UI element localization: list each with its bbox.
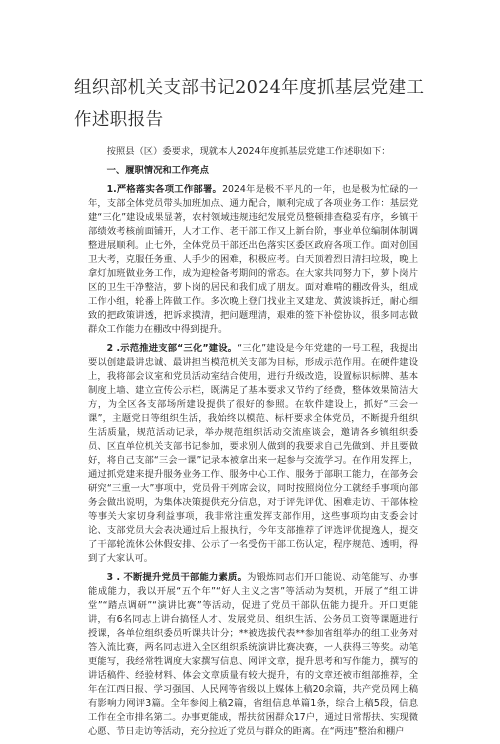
paragraph-1-body: 2024年是极不平凡的一年，也是极为忙碌的一年，支部全体党员带头加班加点、通力配合，顺利完成了各项业务工作：基层党建“三化”建设成果显著，农村领域违规违纪发展党员整顿排查稳妥有序，乡镇干部绩效考核前面铺开，人才工作、老干部工作又上新台阶，事业单位编制体制调整进展顺利。止七外，全体党员干部还出色落实区委区政府各项工作。面对创国卫大考，克服任务重、人手少的困难，积极应考。白天顶着烈日清扫垃圾，晚上拿灯加班做业务工作，成为迎检备考期间的常态。在大家共同努力下，萝卜岗片区的卫生干净整洁，萝卜岗的居民和我们成了朋友。面对难啃的棚改骨头，组成工作小组，轮番上阵做工作。多次晚上登门找业主叉建龙、黄波谈拆迁，耐心细致的把政策讲透，把诉求摸清，把问题理清，艰难的签下补偿协议，很多同志做群众工作能力在棚改中得到提升。 <box>88 184 418 335</box>
document-body <box>88 145 418 744</box>
paragraph-2-body: “三化”建设是今年党建的一号工程，我提出要以创建最讲忠诚、最讲担当模范机关支部为目标，形成示范作用。在硬件建设上，我将部会议室和党员活动室结合使用，进行升级改造，设置标识标牌、基本制度上墙、建立宣传公示栏，既满足了基本要求又节约了经费，整体效果简洁大方，为全区各支部场所建设提供了很好的参照。在软件建设上，抓好“三会一课”，主题党日等组织生活，我始终以模范、标杆要求全体党员，不断提升组织生活质量，规范活动记录，举办规范组织活动交流座谈会，邀请各乡镇组织委员、区直单位机关支部书记参加，要求别人做到的我要求自己先做到、并且要做好，将自己支部“三会一课”记录本被拿出来一起参与交流学习。在作用发挥上，通过抓党建来提升服务业务工作、服务中心工作、服务于部职工能力，在部务会研究“三重一大”事项中，党员骨干列席会议，同时按照岗位分工就经手事项向部务会做出说明，为集体决策提供充分信息，对于评先评优、困难走访、干部体检等事关大家切身利益事项，我非常注重发挥支部作用，这些事项均由支委会讨论、支部党员大会表决通过后上报执行，今年支部推荐了评选评优提逸人，提交了干部轮流休公休假安排、公示了一名受伤干部工伤认定，程序规范、透明，得到了大家认可。 <box>88 343 418 564</box>
paragraph-3-lead: 3 . 不断提升党员干部能力素质。 <box>106 572 248 583</box>
page-title: 组织部机关支部书记2024年度抓基层党建工作述职报告 <box>74 78 425 130</box>
paragraph-3-body: 为锻炼同志们开口能说、动笔能写、办事能成能力，我以开展“五个年”“好人主义之害”等活动为契机，开展了“组工讲堂”“踏点调研”“演讲比赛”等活动，促进了党员干部队伍能力提升。开口更能讲，有6名同志上讲台搞怪人才、发展党员、组织生活、公务员工资等课题进行授课，各单位组织委员听课共计分；**被选拔代表**参加省组举办的组工业务对答入流比赛，两名同志进入全区组织系统演讲比赛决赛，一人获得三等奖。动笔更能写，我经常牲调度大家撰写信息、网评文章，提升思考和写作能力，撰写的讲话稿件、经验材料、体会文章质量有较大提升，有的文章还被市组部推荐，全年在江西日报、学习强国、人民网等省级以上媒体上稿20余篇，共产党员网上稿有影响力网评3篇。全年参阅上稿2篇，省组信息单篇1条，综合上稿5段，信息工作在全市排名第二。办事更能成，帮扶贫困群众17户，通过日常帮扶、实现微心愿、节日走访等活动，充分拉近了党员与群众的距离。在“两违”整治和棚户 <box>88 572 418 737</box>
paragraph-1 <box>88 183 418 337</box>
paragraph-2-lead: 2 .示范推进支部“三化”建设。 <box>106 343 238 354</box>
intro-paragraph: 按照县（区）委要求，现就本人2024年度抓基层党建工作述职如下： <box>106 146 391 157</box>
paragraph-3 <box>88 571 418 739</box>
section-heading: 一、履职情况和工作亮点 <box>106 165 209 176</box>
paragraph-1-lead: 1.严格落实各项工作部署。 <box>106 184 223 195</box>
paragraph-2 <box>88 342 418 566</box>
